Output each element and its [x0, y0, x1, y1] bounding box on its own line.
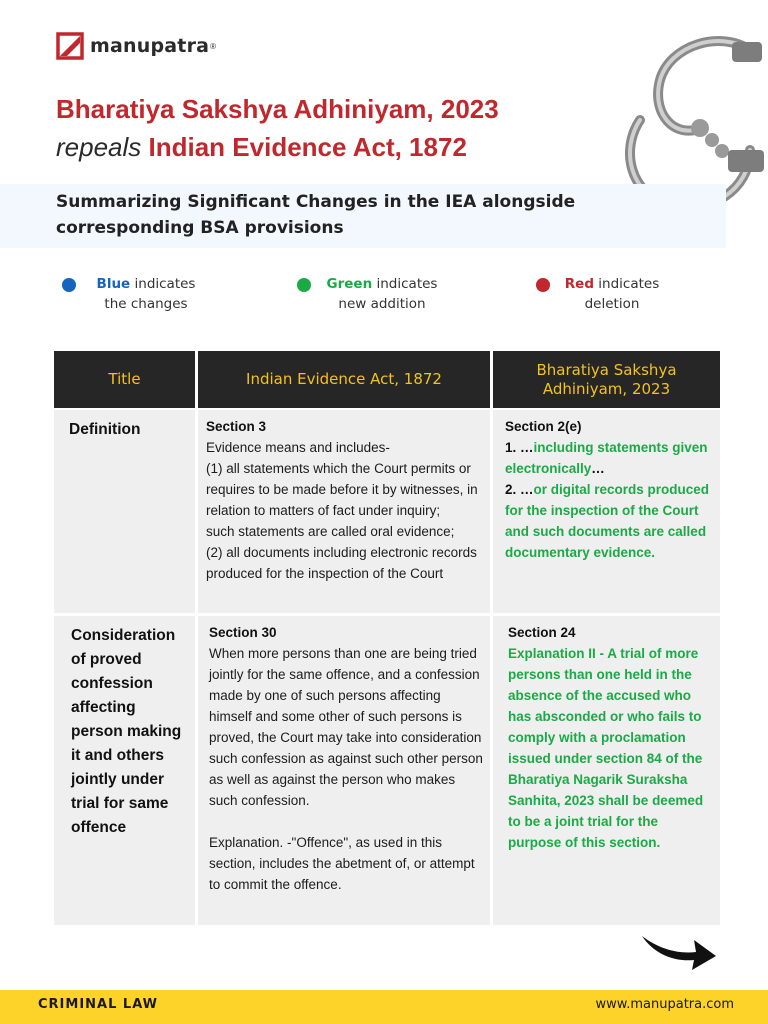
- page-subtitle: Summarizing Significant Changes in the IEA alongside corresponding BSA provisions: [56, 192, 576, 238]
- brand-name: manupatra: [90, 35, 210, 57]
- legend-green: Green indicates new addition: [326, 276, 438, 312]
- brand-logo[interactable]: [56, 30, 216, 62]
- header-bsa: Bharatiya Sakshya Adhiniyam, 2023: [493, 351, 720, 408]
- legend-blue: Blue indicates the changes: [96, 276, 196, 312]
- header-title: Title: [54, 351, 195, 408]
- table-row-confession-title: Consideration of proved confession affecting person making it and others jointly under trial for same offence: [54, 616, 195, 925]
- footer-website-link[interactable]: www.manupatra.com: [595, 997, 734, 1012]
- page-title-second-line: [56, 132, 467, 163]
- table-row-confession-bsa: Section 24 Explanation II - A trial of more persons than one held in the absence of the accused who has absconded or who fails to comply with a proclamation issued under section 84 of the Bharatiya Nagarik Suraksha Sanhita, 2023 shall be deemed to be a joint trial for the purpose of this section.: [493, 616, 720, 925]
- repealed-act-name: Indian Evidence Act, 1872: [148, 132, 467, 162]
- table-row-confession-iea: Section 30 When more persons than one are being tried jointly for the same offence, and a confession made by one of such persons affecting himself and some other of such persons is proved, the Court may take into consideration such confession as against such other person as well as against the person who makes such confession. Explanation. -"Offence", as used in this section, includes the abetment of, or attempt to commit the offence.: [198, 616, 490, 925]
- next-page-arrow-icon[interactable]: [640, 930, 718, 972]
- manupatra-logo-icon: [56, 32, 84, 60]
- page-title: Bharatiya Sakshya Adhiniyam, 2023: [56, 94, 499, 124]
- table-row-definition-iea: Section 3 Evidence means and includes- (1) all statements which the Court permits or requires to be made before it by witnesses, in relation to matters of fact under inquiry; such statements are called oral evidence; (2) all documents including electronic records produced for the inspection of the Court: [198, 410, 490, 613]
- header-iea: Indian Evidence Act, 1872: [198, 351, 490, 408]
- repeals-word: repeals: [56, 132, 142, 162]
- brand-registered-mark: ®: [210, 41, 217, 51]
- table-row-definition-title: Definition: [54, 410, 195, 613]
- table-row-definition-bsa: Section 2(e) 1. …including statements given electronically… 2. …or digital records produced for the inspection of the Court and such documents are called documentary evidence.: [493, 410, 720, 613]
- footer-category: CRIMINAL LAW: [38, 997, 159, 1012]
- legend-red: Red indicates deletion: [564, 276, 660, 312]
